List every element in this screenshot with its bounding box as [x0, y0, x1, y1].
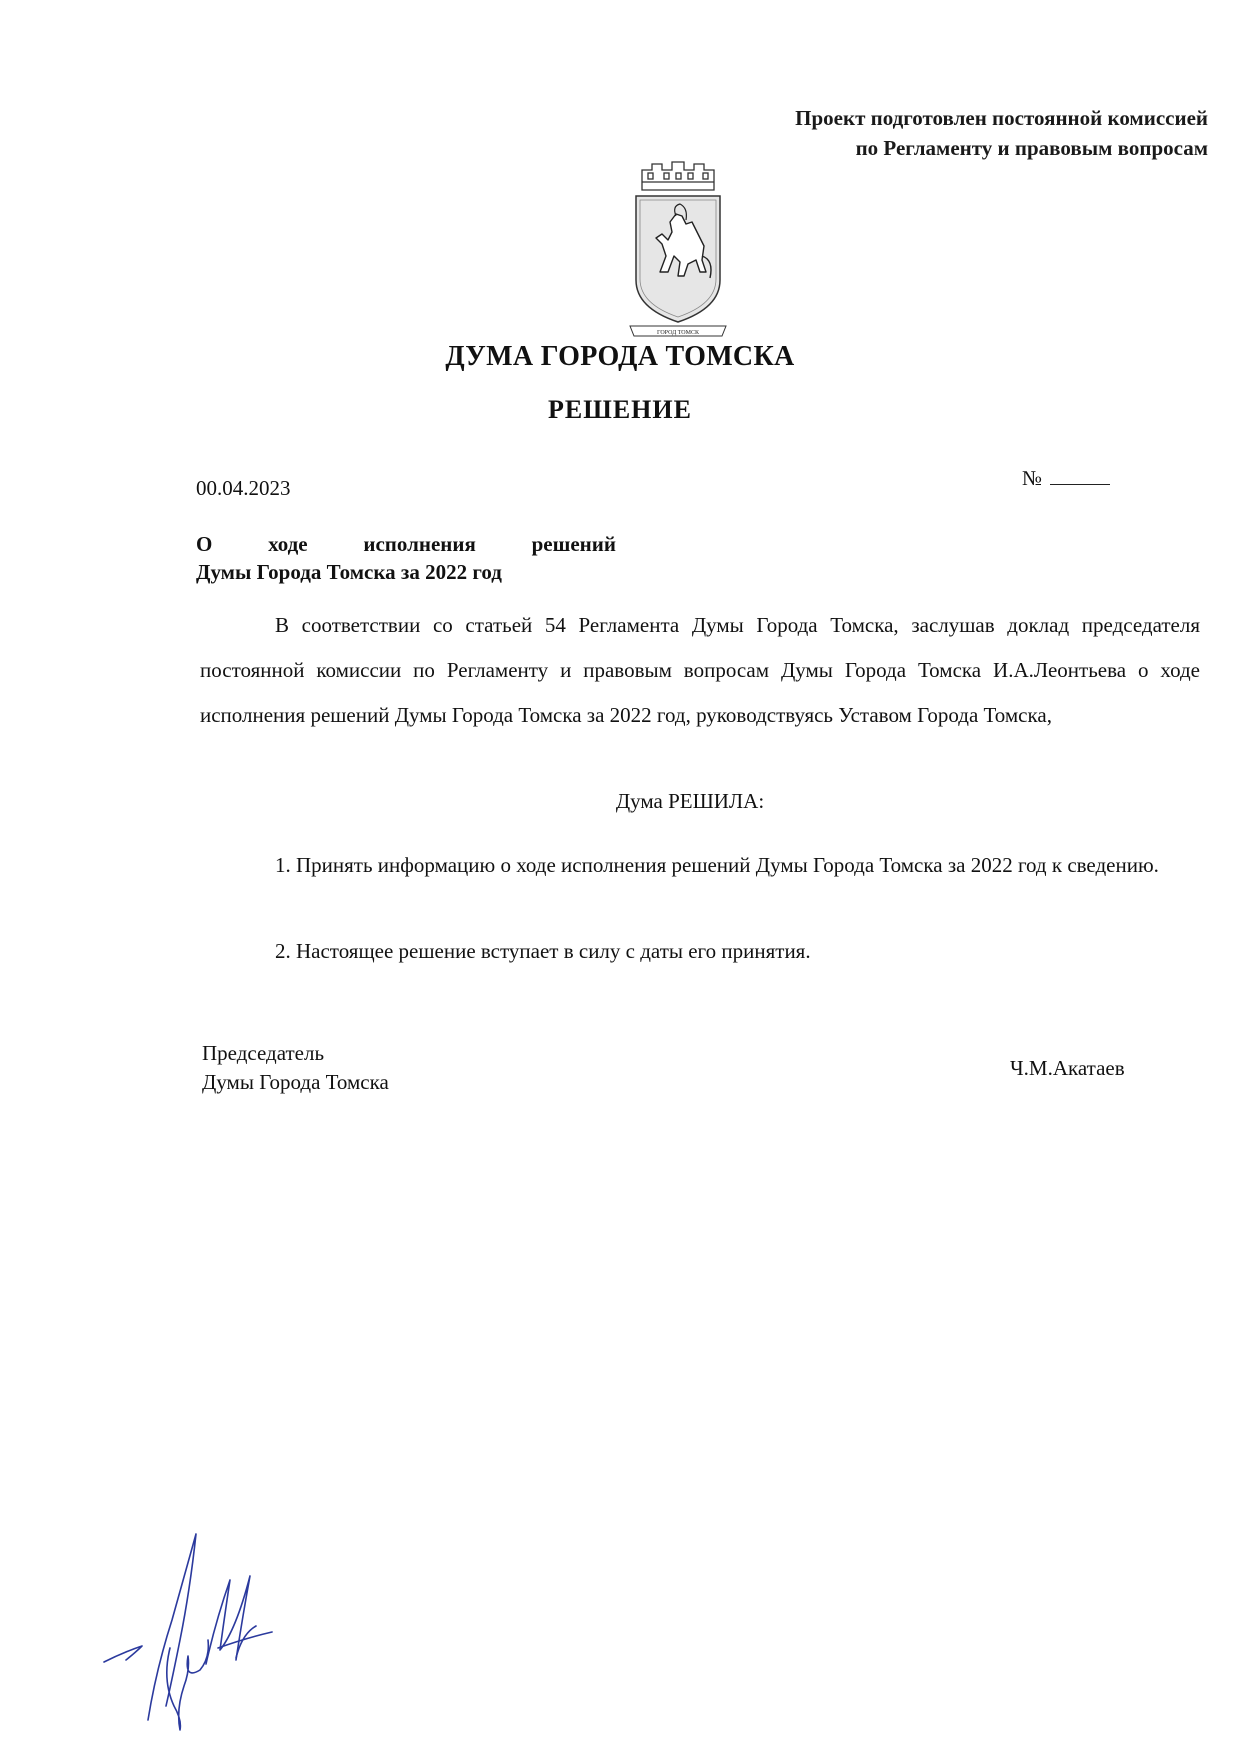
chairman-position	[202, 1039, 389, 1097]
decision-item-2: 2. Настоящее решение вступает в силу с даты его принятия.	[275, 939, 811, 963]
coat-of-arms	[626, 160, 730, 340]
subject-line2: Думы Города Томска за 2022 год	[196, 560, 502, 584]
document-date: 00.04.2023	[196, 476, 291, 500]
project-note-line1: Проект подготовлен постоянной комиссией	[795, 106, 1208, 130]
handwritten-signature	[96, 1530, 286, 1740]
project-note-line2: по Регламенту и правовым вопросам	[855, 136, 1208, 160]
document-subject	[196, 530, 616, 586]
chairman-position-line1: Председатель	[202, 1041, 325, 1065]
document-number	[1022, 466, 1110, 491]
chairman-position-line2: Думы Города Томска	[202, 1070, 389, 1094]
subject-line1	[196, 530, 616, 558]
chairman-name: Ч.М.Акатаев	[1010, 1056, 1125, 1080]
subject-word: О	[196, 532, 213, 556]
decided-heading: Дума РЕШИЛА:	[615, 789, 765, 813]
number-blank	[1050, 466, 1110, 485]
number-label: №	[1022, 466, 1043, 490]
tomsk-coat-of-arms-icon	[626, 160, 730, 340]
subject-word: ходе	[268, 532, 308, 556]
subject-word: исполнения	[363, 532, 476, 556]
decision-item-1: 1. Принять информацию о ходе исполнения решений Думы Города Томска за 2022 год к сведению.	[275, 853, 1159, 877]
signature-icon	[96, 1530, 286, 1740]
emblem-ribbon-text: ГОРОД ТОМСК	[657, 330, 699, 336]
project-note	[600, 103, 1208, 163]
preamble-paragraph: В соответствии со статьей 54 Регламента Думы Города Томска, заслушав доклад председателя постоянной комиссии по Регламенту и правовым вопросам Думы Города Томска И.А.Леонтьева о ходе исполнения решений Думы Города Томска за 2022 год, руководствуясь Уставом Города Томска,	[200, 613, 1200, 727]
document-type: РЕШЕНИЕ	[548, 395, 692, 424]
organization-title: ДУМА ГОРОДА ТОМСКА	[445, 341, 795, 372]
subject-word: решений	[531, 532, 616, 556]
